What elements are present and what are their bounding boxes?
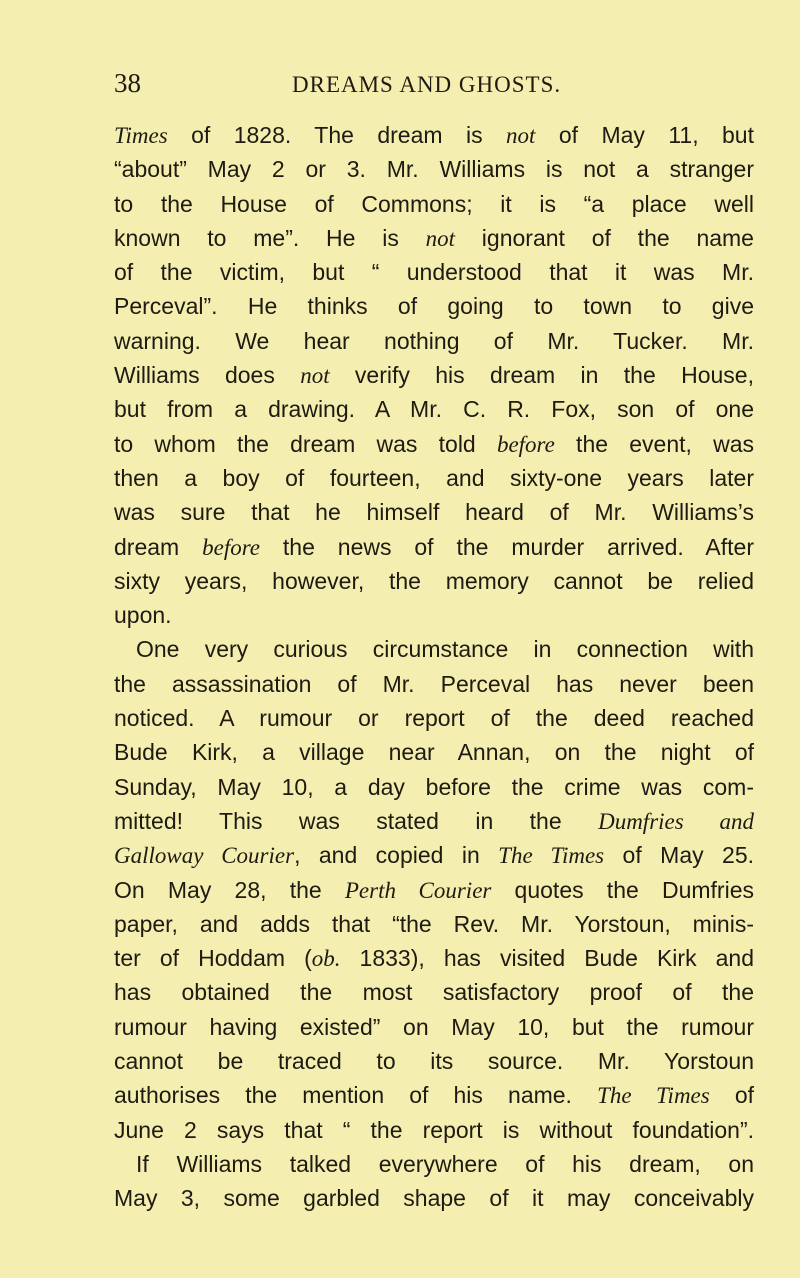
text-line: was sure that he himself heard of Mr. Williams’s <box>114 499 754 526</box>
text-line: to the House of Commons; it is “a place well <box>114 190 754 217</box>
text-run: ter of Hoddam ( <box>114 945 312 972</box>
text-line <box>114 427 754 461</box>
text-line <box>114 804 754 838</box>
text-run: Williams does <box>114 362 301 389</box>
text-line: the assassination of Mr. Perceval has never been <box>114 670 754 697</box>
body-text <box>114 118 754 1216</box>
text-run: of 1828. The dream is <box>167 122 507 148</box>
text-line: noticed. A rumour or report of the deed reached <box>114 705 754 732</box>
text-line: Perceval”. He thinks of going to town to give <box>114 293 754 320</box>
text-line: “about” May 2 or 3. Mr. Williams is not a stranger <box>114 156 754 183</box>
text-italic: Dumfries and <box>598 808 754 834</box>
text-run: dream <box>114 533 203 560</box>
text-line: warning. We hear nothing of Mr. Tucker. Mr. <box>114 327 754 354</box>
text-italic: Times <box>114 123 168 148</box>
text-run: of May 11, but <box>535 122 754 148</box>
text-italic: before <box>496 431 555 457</box>
text-run: known to me”. He is <box>114 224 426 251</box>
text-run: mitted! This was stated in the <box>114 807 599 834</box>
text-line: May 3, some garbled shape of it may conceivably <box>114 1185 754 1212</box>
text-italic: The Times <box>498 843 605 869</box>
text-line: but from a drawing. A Mr. C. R. Fox, son of one <box>114 396 754 423</box>
paragraph-first-line: If Williams talked everywhere of his dream, on <box>136 1150 754 1177</box>
text-line: rumour having existed” on May 10, but the rumour <box>114 1013 754 1040</box>
text-italic: The Times <box>597 1083 710 1109</box>
text-line: June 2 says that “ the report is without foundation”. <box>114 1116 754 1143</box>
text-line <box>114 941 754 975</box>
text-line: sixty years, however, the memory cannot be relied <box>114 567 754 594</box>
text-line: has obtained the most satisfactory proof of the <box>114 979 754 1006</box>
text-run: verify his dream in the House, <box>329 362 754 389</box>
text-run: quotes the Dumfries <box>491 876 754 903</box>
text-line: Bude Kirk, a village near Annan, on the night of <box>114 739 754 766</box>
text-line <box>114 118 754 152</box>
text-line <box>114 1078 754 1112</box>
text-line <box>114 873 754 907</box>
text-line: upon. <box>114 602 172 629</box>
text-run: , and copied in <box>294 842 499 869</box>
text-run: authorises the mention of his name. <box>114 1082 598 1109</box>
text-run: ignorant of the name <box>455 224 754 251</box>
text-line: cannot be traced to its source. Mr. Yorstoun <box>114 1048 754 1075</box>
text-run: of May 25. <box>604 842 754 869</box>
text-run: 1833), has visited Bude Kirk and <box>340 945 754 972</box>
running-header <box>114 68 754 112</box>
text-italic: Galloway Courier <box>114 843 295 869</box>
text-italic: not <box>506 123 536 148</box>
text-line <box>114 530 754 564</box>
text-line <box>114 838 754 872</box>
text-italic: ob. <box>311 946 341 972</box>
text-run: the event, was <box>554 430 754 457</box>
text-line: then a boy of fourteen, and sixty-one years later <box>114 464 754 491</box>
paragraph-first-line: One very curious circumstance in connection with <box>136 636 754 663</box>
running-title: DREAMS AND GHOSTS. <box>292 72 562 97</box>
text-line: of the victim, but “ understood that it was Mr. <box>114 259 754 286</box>
text-italic: Perth Courier <box>344 877 492 903</box>
text-line: Sunday, May 10, a day before the crime was com- <box>114 773 754 800</box>
text-run: the news of the murder arrived. After <box>260 533 754 560</box>
text-line <box>114 358 754 392</box>
text-italic: before <box>202 534 261 560</box>
text-line: paper, and adds that “the Rev. Mr. Yorstoun, minis- <box>114 910 754 937</box>
text-italic: not <box>300 363 330 389</box>
text-italic: not <box>425 225 456 251</box>
text-run: to whom the dream was told <box>114 430 497 457</box>
text-line <box>114 221 754 255</box>
text-run: On May 28, the <box>114 876 345 903</box>
page-number: 38 <box>114 68 141 98</box>
text-run: of <box>709 1082 755 1109</box>
